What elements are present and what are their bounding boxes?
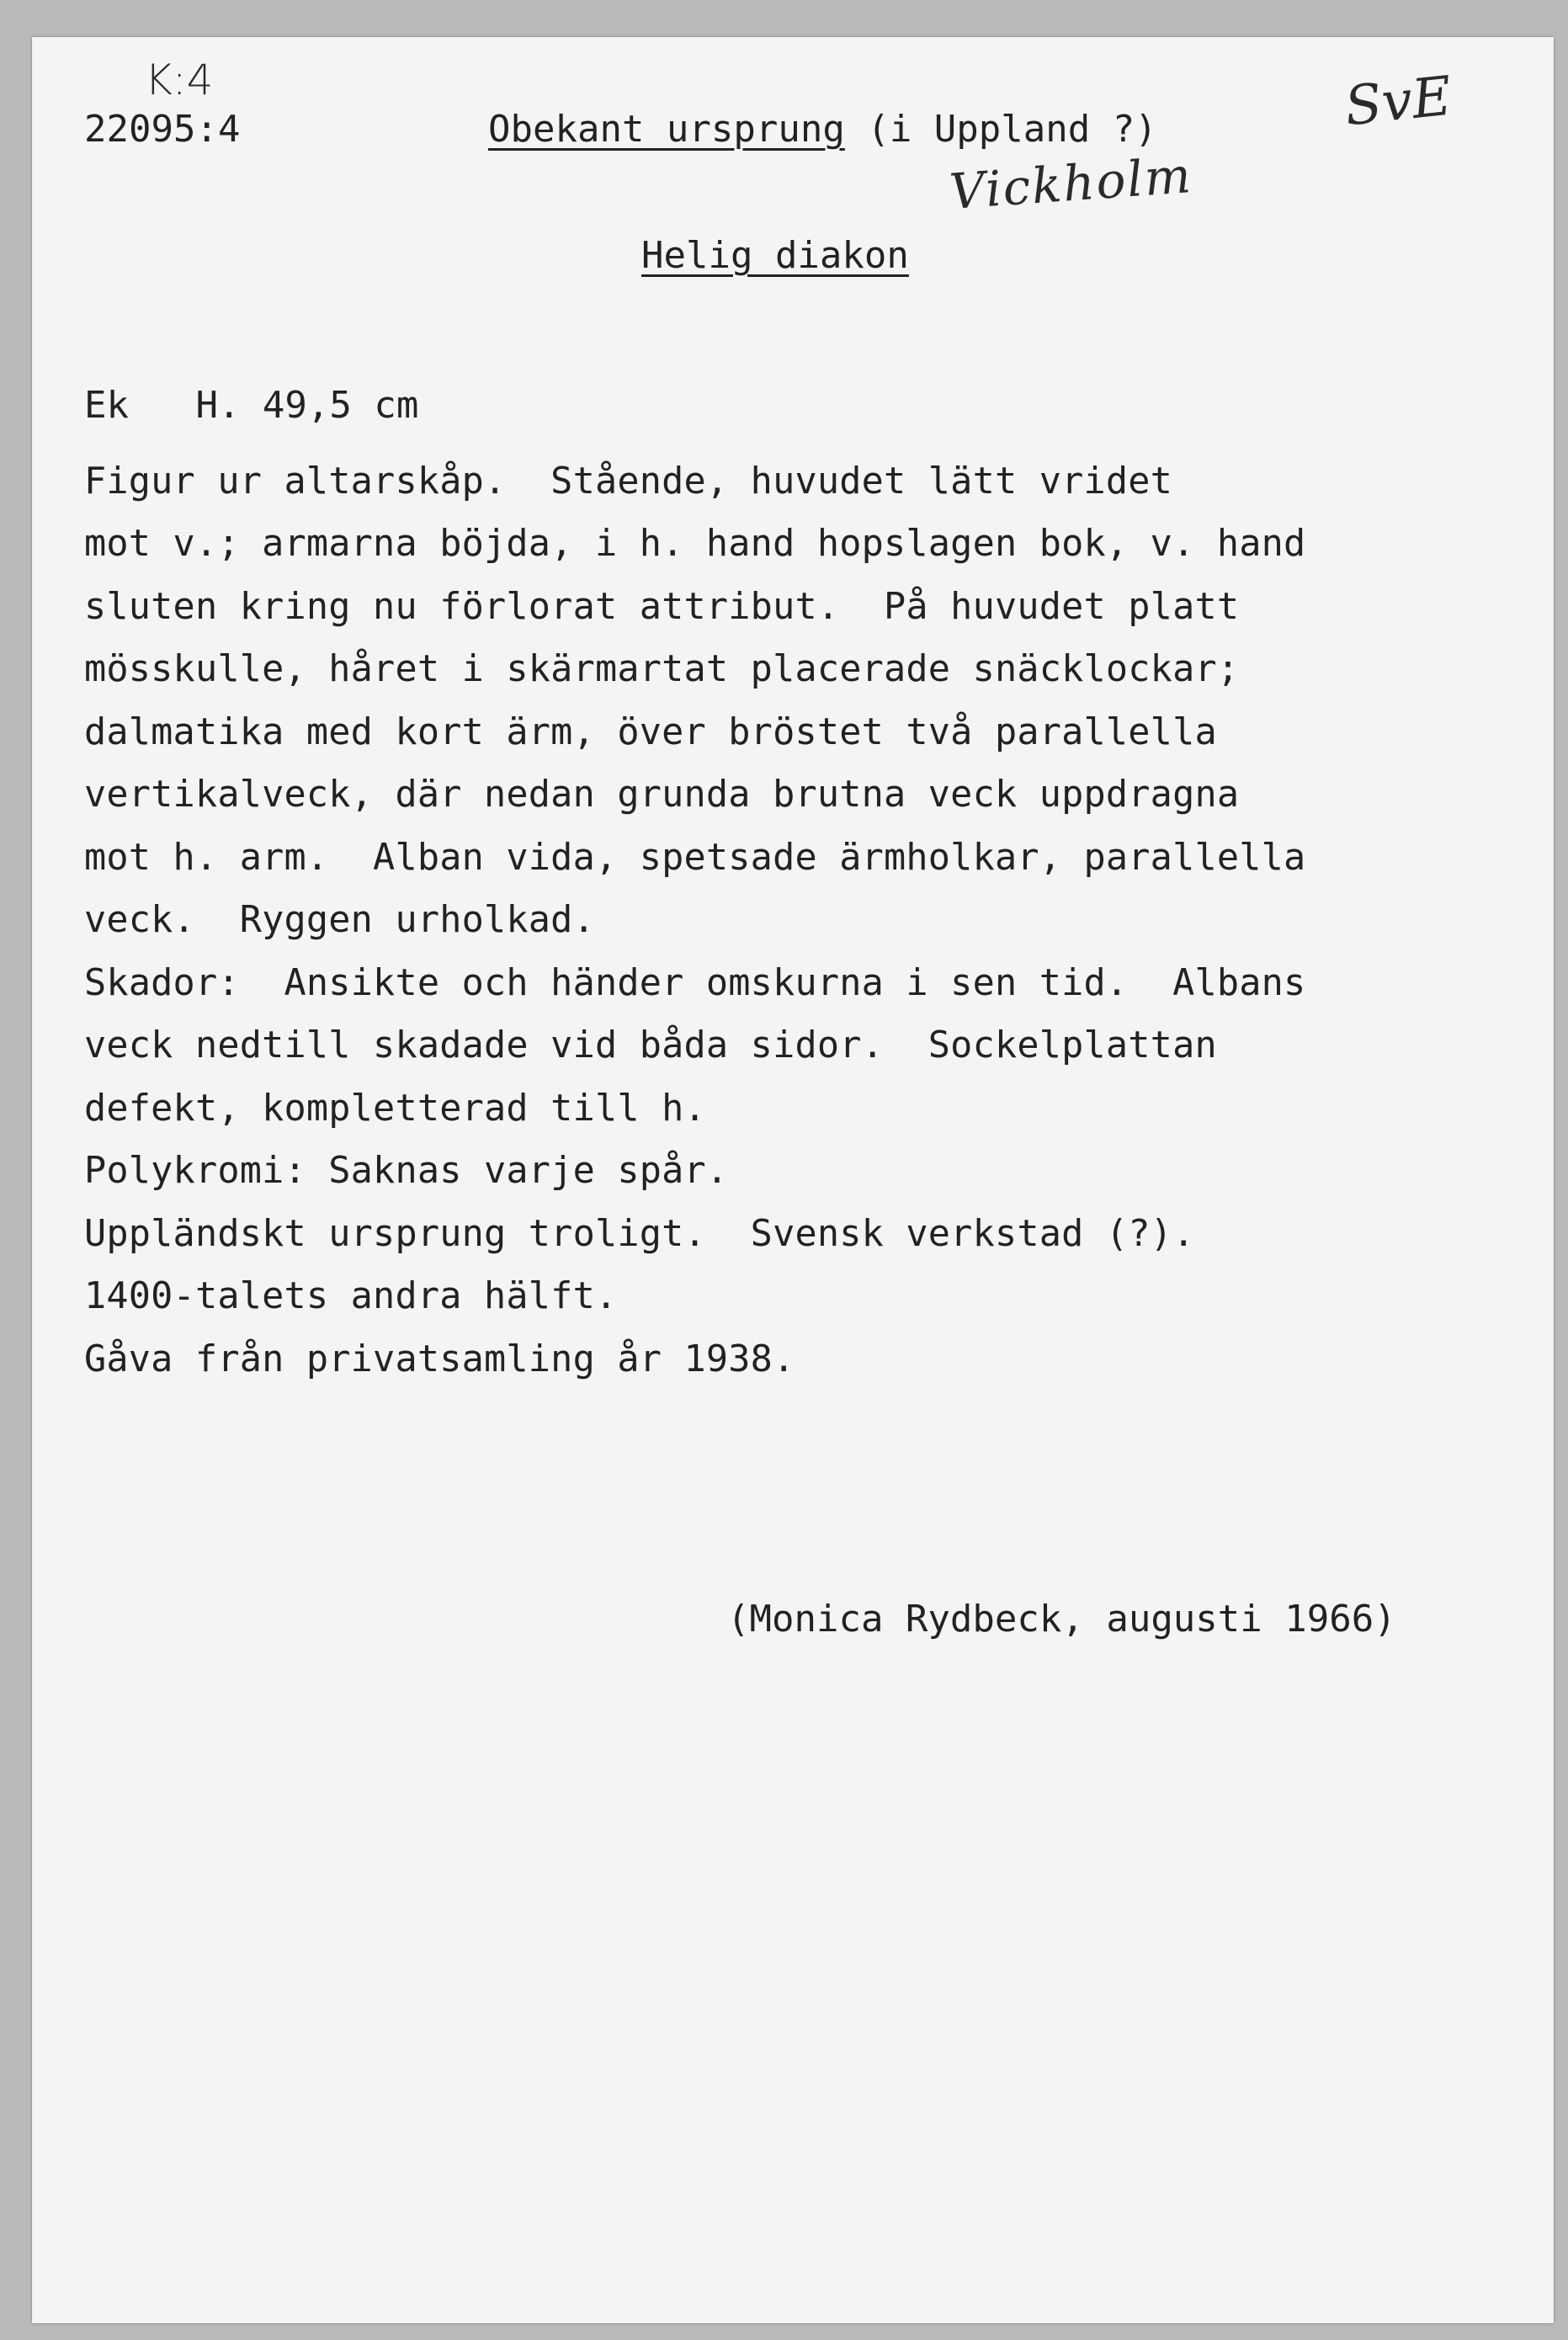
description-line: Figur ur altarskåp. Stående, huvudet lätt vridet	[84, 460, 1173, 503]
dating-line: 1400-talets andra hälft.	[84, 1275, 618, 1317]
origin-rest: (i Uppland ?)	[844, 108, 1157, 151]
handwritten-place: Vickholm	[947, 146, 1194, 221]
description-line: mot v.; armarna böjda, i h. hand hopslagen bok, v. hand	[84, 523, 1306, 565]
provenance-line: Gåva från privatsamling år 1938.	[84, 1338, 795, 1380]
damage-line: veck nedtill skadade vid båda sidor. Sockelplattan	[84, 1024, 1217, 1066]
object-title: Helig diakon	[641, 234, 909, 277]
material-dimensions: Ek H. 49,5 cm	[84, 384, 419, 427]
attribution-line: Uppländskt ursprung troligt. Svensk verkstad (?).	[84, 1213, 1195, 1255]
damage-line: Skador: Ansikte och händer omskurna i sen tid. Albans	[84, 962, 1306, 1004]
description-line: vertikalveck, där nedan grunda brutna veck uppdragna	[84, 774, 1240, 816]
damage-line: defekt, kompletterad till h.	[84, 1088, 706, 1130]
author-signature: (Monica Rydbeck, augusti 1966)	[727, 1598, 1396, 1641]
catalog-card	[32, 37, 1554, 2323]
description-line: dalmatika med kort ärm, över bröstet två parallella	[84, 711, 1217, 753]
description-line: veck. Ryggen urholkad.	[84, 899, 595, 941]
polychromy-line: Polykromi: Saknas varje spår.	[84, 1150, 729, 1192]
handwritten-code: K:4	[145, 56, 214, 104]
origin-line	[488, 106, 1157, 153]
description-line: mot h. arm. Alban vida, spetsade ärmholkar, parallella	[84, 837, 1306, 879]
description-line: sluten kring nu förlorat attribut. På huvudet platt	[84, 586, 1240, 628]
description-line: mösskulle, håret i skärmartat placerade snäcklockar;	[84, 648, 1240, 690]
origin-underlined: Obekant ursprung	[488, 108, 845, 151]
inventory-number: 22095:4	[84, 108, 241, 151]
handwritten-mark: SvE	[1342, 65, 1455, 139]
